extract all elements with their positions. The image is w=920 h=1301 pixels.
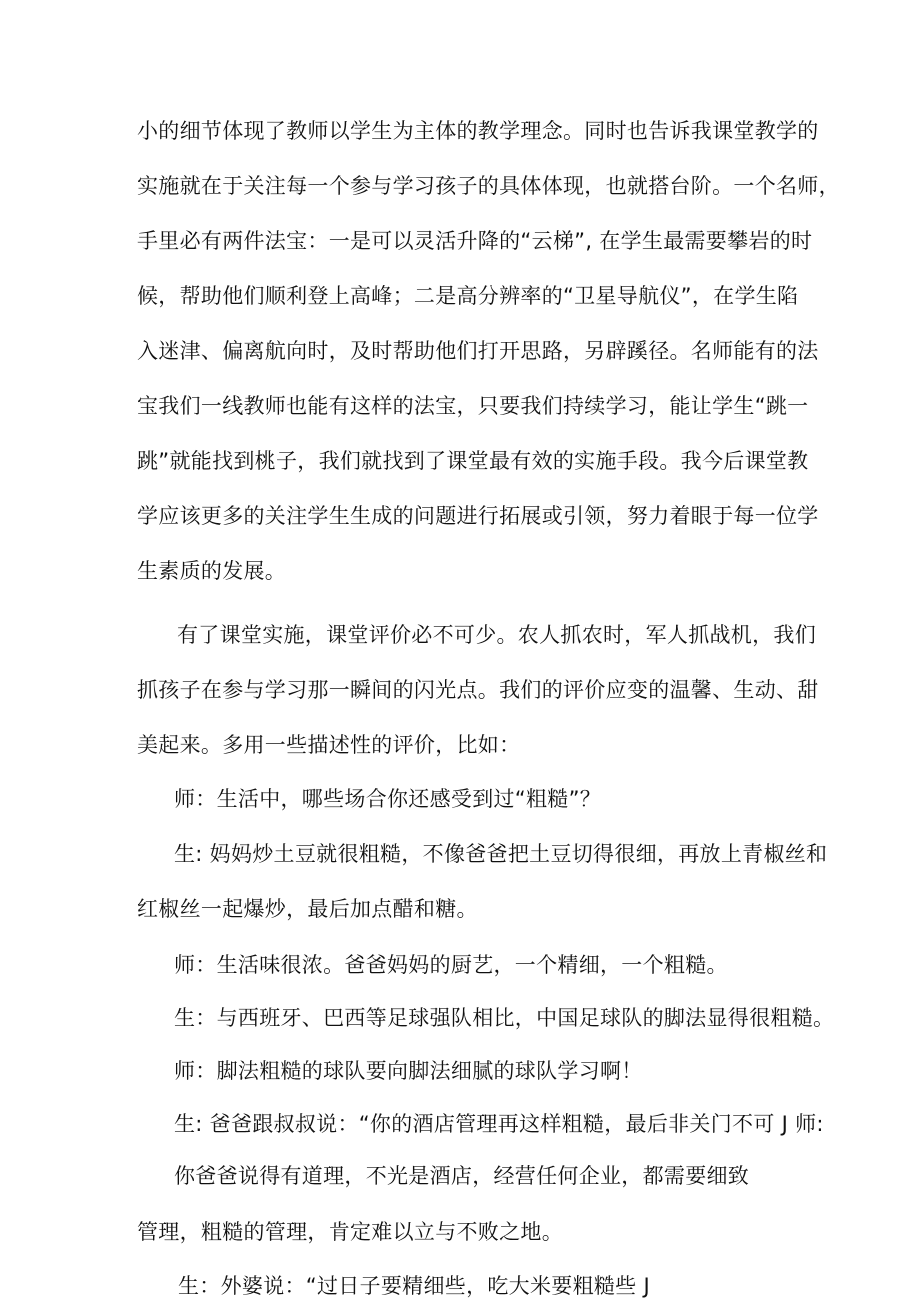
text-line: 入迷津、偏离航向时，及时帮助他们打开思路，另辟蹊径。名师能有的法 (137, 339, 819, 363)
dialogue-line: 师：脚法粗糙的球队要向脚法细腻的球队学习啊！ (174, 1059, 643, 1083)
dialogue-line: 你爸爸说得有道理，不光是酒店，经营任何企业，都需要细致 (174, 1164, 750, 1188)
dialogue-line: 红椒丝一起爆炒，最后加点醋和糖。 (137, 897, 478, 921)
dialogue-line: 生：外婆说：“过日子要精细些，吃大米要粗糙些 J (178, 1274, 650, 1298)
text-line: 美起来。多用一些描述性的评价，比如： (137, 733, 521, 757)
text-line: 候，帮助他们顺利登上高峰；二是高分辨率的“卫星导航仪”，在学生陷 (137, 284, 799, 308)
dialogue-line: 管理，粗糙的管理，肯定难以立与不败之地。 (137, 1220, 563, 1244)
text-line: 实施就在于关注每一个参与学习孩子的具体体现，也就搭台阶。一个名师， (137, 174, 840, 198)
text-line: 学应该更多的关注学生生成的问题进行拓展或引领，努力着眼于每一位学 (137, 504, 819, 528)
text-line: 跳”就能找到桃子，我们就找到了课堂最有效的实施手段。我今后课堂教 (137, 449, 809, 473)
text-line: 抓孩子在参与学习那一瞬间的闪光点。我们的评价应变的温馨、生动、甜 (137, 678, 819, 702)
dialogue-line: 生: 妈妈炒土豆就很粗糙，不像爸爸把土豆切得很细，再放上青椒丝和 (174, 842, 828, 866)
text-line: 手里必有两件法宝：一是可以灵活升降的“云梯”, 在学生最需要攀岩的时 (137, 229, 813, 253)
text-line: 小的细节体现了教师以学生为主体的教学理念。同时也告诉我课堂教学的 (137, 119, 819, 143)
dialogue-line: 生: 爸爸跟叔叔说：“你的酒店管理再这样粗糙，最后非关门不可 J 师: (174, 1112, 824, 1136)
text-line: 有了课堂实施，课堂评价必不可少。农人抓农时，军人抓战机，我们 (177, 623, 816, 647)
dialogue-line: 师：生活中，哪些场合你还感受到过“粗糙”？ (174, 787, 602, 811)
dialogue-line: 生：与西班牙、巴西等足球强队相比，中国足球队的脚法显得很粗糙。 (174, 1006, 835, 1030)
text-line: 生素质的发展。 (137, 559, 287, 583)
text-line: 宝我们一线教师也能有这样的法宝，只要我们持续学习，能让学生“跳一 (137, 394, 809, 418)
dialogue-line: 师：生活味很浓。爸爸妈妈的厨艺，一个精细，一个粗糙。 (174, 953, 728, 977)
